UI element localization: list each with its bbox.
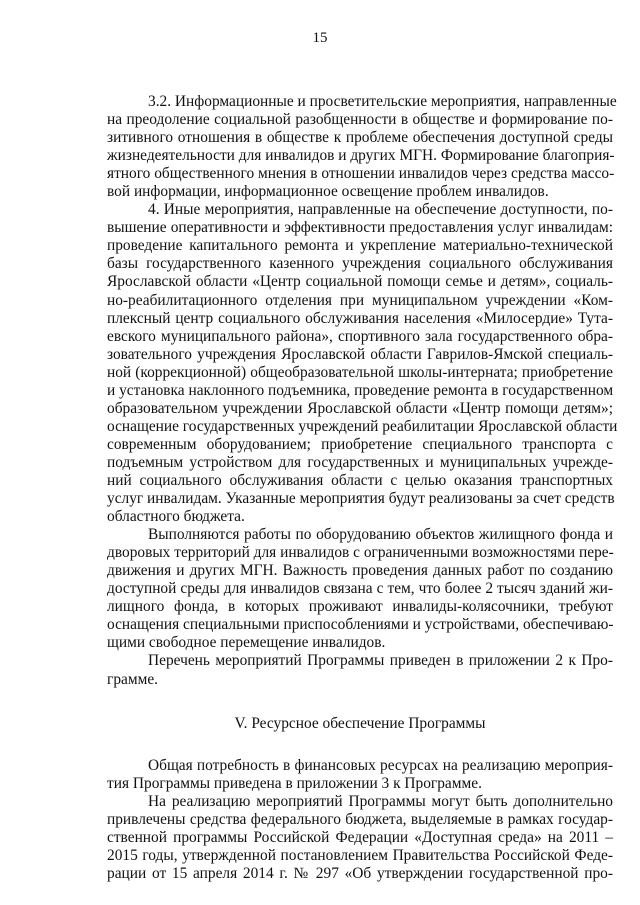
page-content [107,93,618,883]
text-line: ной (коррекционной) общеобразовательной школы-интерната; приобретение [107,363,613,381]
text-line: жизнедеятельности для инвалидов и других МГН. Формирование благоприя- [107,147,615,165]
text-line: услуг инвалидам. Указанные мероприятия будут реализованы за счет средств [107,490,615,508]
text-line: но-реабилитационного отделения при муниципальном учреждении «Ком- [107,291,613,309]
text-line: тия Программы приведена в приложении 3 к Программе. [107,774,482,792]
text-line: зовательного учреждения Ярославской области Гаврилов-Ямской специаль- [107,345,613,363]
text-line: ственной программы Российской Федерации «Доступная среда» на 2011 – [107,828,613,846]
text-line: плексный центр социального обслуживания населения «Милосердие» Тута- [107,309,613,327]
text-line: 2015 годы, утвержденной постановлением Правительства Российской Феде- [107,846,613,864]
text-line: базы государственного казенного учреждения социального обслуживания [107,255,613,273]
text-line: и установка наклонного подъемника, проведение ремонта в государственном [107,381,614,399]
text-line: зитивного отношения в обществе к проблеме обеспечения доступной среды [107,129,613,147]
text-line: привлечены средства федерального бюджета, выделяемые в рамках государ- [107,810,613,828]
text-line: оснащения специальными приспособлениями и устройствами, обеспечиваю- [107,616,614,634]
text-line: на преодоление социальной разобщенности в обществе и формирование по- [107,111,613,129]
text-line: Общая потребность в финансовых ресурсах на реализацию мероприя- [148,756,613,774]
section-heading: V. Ресурсное обеспечение Программы [234,714,486,732]
text-line: евского муниципального района», спортивного зала государственного обра- [107,327,613,345]
text-line: современным оборудованием; приобретение специального транспорта с [107,435,613,453]
body-text-after-heading [107,757,613,883]
text-line: щими свободное перемещение инвалидов. [107,634,386,652]
text-line: областного бюджета. [107,508,245,526]
text-line: вой информации, информационное освещение проблем инвалидов. [107,183,549,201]
text-line: доступной среды для инвалидов связана с тем, что более 2 тысяч зданий жи- [107,580,613,598]
text-line: 4. Иные мероприятия, направленные на обеспечение доступности, по- [148,201,613,219]
text-line: Ярославской области «Центр социальной помощи семье и детям», социаль- [107,273,613,291]
paragraph [107,793,613,883]
page-number: 15 [312,30,328,46]
text-line: грамме. [107,670,158,688]
paragraph [107,652,613,688]
text-line: 3.2. Информационные и просветительские мероприятия, направленные [148,93,617,110]
text-line: На реализацию мероприятий Программы могут быть дополнительно [148,792,613,810]
text-line: оснащение государственных учреждений реабилитации Ярославской области [107,417,618,435]
paragraph [107,757,613,793]
text-line: вышение оперативности и эффективности предоставления услуг инвалидам: [107,219,613,237]
text-line: Выполняются работы по оборудованию объектов жилищного фонда и [148,526,613,544]
text-line: движения и других МГН. Важность проведения данных работ по созданию [107,562,613,580]
body-text-before-heading [107,93,618,689]
text-line: дворовых территорий для инвалидов с ограниченными возможностями пере- [107,544,614,562]
text-line: ятного общественного мнения в отношении инвалидов через средства массо- [107,165,615,183]
text-line: ний социального обслуживания области с целью оказания транспортных [107,471,613,489]
text-line: рации от 15 апреля 2014 г. № 297 «Об утверждении государственной про- [107,864,613,882]
text-line: подъемным устройством для государственных и муниципальных учрежде- [107,453,613,471]
text-line: лищного фонда, в которых проживают инвалиды-колясочники, требуют [107,598,613,616]
paragraph [107,93,617,201]
text-line: образовательном учреждении Ярославской области «Центр помощи детям»; [107,399,613,417]
paragraph [107,201,618,526]
text-line: проведение капитального ремонта и укрепление материально-технической [107,237,613,255]
text-line: Перечень мероприятий Программы приведен в приложении 2 к Про- [148,652,613,670]
paragraph [107,526,613,652]
